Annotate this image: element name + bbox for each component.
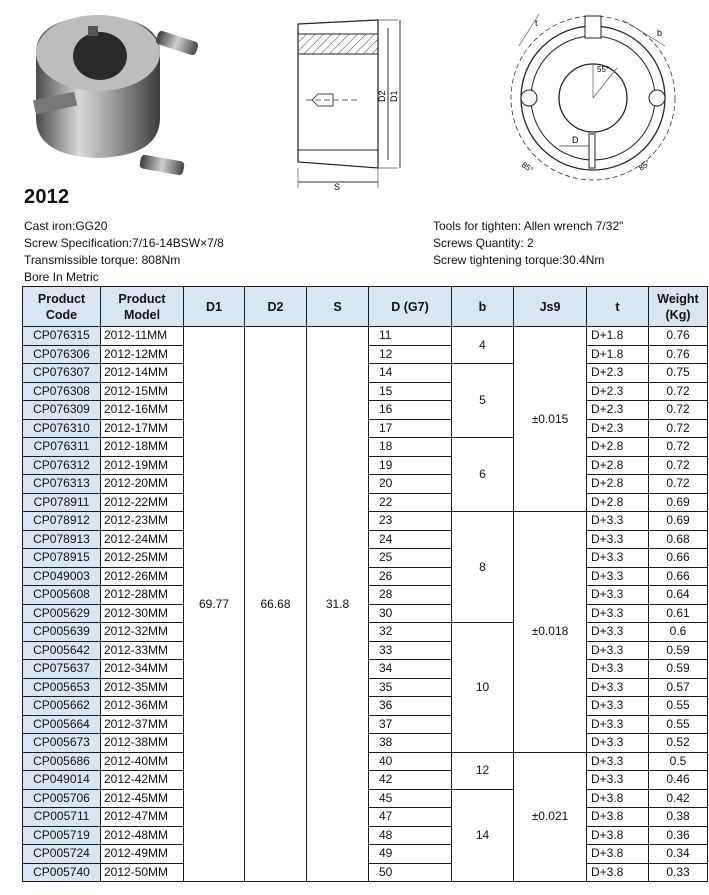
cell-product-model: 2012-26MM [101, 567, 184, 586]
cell-product-model: 2012-14MM [101, 364, 184, 383]
spec-screw-qty: Screws Quantity: 2 [433, 236, 534, 250]
cell-bore-d: 49 [369, 845, 452, 864]
cell-product-code: CP005639 [23, 623, 101, 642]
spec-bore: Bore In Metric [24, 270, 99, 284]
side-section-drawing [288, 10, 418, 192]
spec-list-left [24, 218, 224, 286]
cell-weight: 0.33 [649, 863, 708, 882]
cell-product-code: CP005653 [23, 678, 101, 697]
cell-product-code: CP078911 [23, 493, 101, 512]
cell-bore-d: 42 [369, 771, 452, 790]
cell-weight: 0.46 [649, 771, 708, 790]
cell-t: D+3.3 [587, 567, 649, 586]
cell-product-code: CP076315 [23, 327, 101, 346]
cell-t: D+2.8 [587, 475, 649, 494]
cell-product-code: CP005608 [23, 586, 101, 605]
cell-product-code: CP005686 [23, 752, 101, 771]
cell-product-model: 2012-37MM [101, 715, 184, 734]
cell-t: D+3.3 [587, 771, 649, 790]
spec-list-right [433, 218, 623, 269]
cell-product-code: CP078913 [23, 530, 101, 549]
cell-weight: 0.68 [649, 530, 708, 549]
cell-t: D+3.3 [587, 715, 649, 734]
cell-weight: 0.59 [649, 660, 708, 679]
cell-product-model: 2012-50MM [101, 863, 184, 882]
cell-bore-d: 40 [369, 752, 452, 771]
cell-product-model: 2012-12MM [101, 345, 184, 364]
cell-bore-d: 32 [369, 623, 452, 642]
front-view-drawing [505, 6, 680, 184]
table-row [23, 327, 708, 346]
cell-product-model: 2012-17MM [101, 419, 184, 438]
cell-product-code: CP076310 [23, 419, 101, 438]
cell-weight: 0.72 [649, 438, 708, 457]
header-model: Product Model [101, 287, 184, 327]
bushing-photo [18, 8, 228, 186]
cell-product-code: CP078912 [23, 512, 101, 531]
cell-b: 8 [452, 512, 514, 623]
cell-js9: ±0.015 [514, 327, 587, 512]
cell-t: D+2.8 [587, 438, 649, 457]
cell-bore-d: 18 [369, 438, 452, 457]
label-angle-85-right: 85° [636, 158, 653, 173]
label-s: S [334, 182, 341, 192]
cell-product-code: CP076306 [23, 345, 101, 364]
cell-product-model: 2012-33MM [101, 641, 184, 660]
cell-product-model: 2012-18MM [101, 438, 184, 457]
cell-bore-d: 16 [369, 401, 452, 420]
cell-t: D+3.3 [587, 512, 649, 531]
cell-bore-d: 11 [369, 327, 452, 346]
cell-bore-d: 38 [369, 734, 452, 753]
header-weight: Weight (Kg) [649, 287, 708, 327]
label-d1: D1 [389, 90, 399, 102]
cell-product-code: CP076312 [23, 456, 101, 475]
cell-weight: 0.72 [649, 419, 708, 438]
cell-product-code: CP005740 [23, 863, 101, 882]
cell-t: D+3.8 [587, 789, 649, 808]
cell-d2: 66.68 [245, 327, 307, 882]
cell-bore-d: 47 [369, 808, 452, 827]
cell-b: 5 [452, 364, 514, 438]
cell-t: D+2.3 [587, 401, 649, 420]
cell-bore-d: 19 [369, 456, 452, 475]
cell-bore-d: 37 [369, 715, 452, 734]
cell-product-model: 2012-19MM [101, 456, 184, 475]
label-angle-85-left: 85° [519, 160, 535, 175]
cell-js9: ±0.018 [514, 512, 587, 753]
cell-t: D+2.3 [587, 364, 649, 383]
cell-product-model: 2012-28MM [101, 586, 184, 605]
cell-product-model: 2012-15MM [101, 382, 184, 401]
label-angle-55: 55° [597, 65, 610, 74]
cell-t: D+1.8 [587, 327, 649, 346]
cell-product-code: CP076309 [23, 401, 101, 420]
label-t: t [535, 18, 538, 28]
cell-bore-d: 20 [369, 475, 452, 494]
header-dg7: D (G7) [369, 287, 452, 327]
cell-bore-d: 26 [369, 567, 452, 586]
cell-js9: ±0.021 [514, 752, 587, 882]
cell-product-model: 2012-38MM [101, 734, 184, 753]
cell-t: D+2.3 [587, 419, 649, 438]
cell-product-code: CP005642 [23, 641, 101, 660]
header-code: Product Code [23, 287, 101, 327]
cell-product-model: 2012-36MM [101, 697, 184, 716]
cell-bore-d: 30 [369, 604, 452, 623]
cell-t: D+3.3 [587, 530, 649, 549]
cell-s: 31.8 [307, 327, 369, 882]
cell-weight: 0.61 [649, 604, 708, 623]
cell-product-model: 2012-45MM [101, 789, 184, 808]
cell-product-code: CP076307 [23, 364, 101, 383]
cell-b: 4 [452, 327, 514, 364]
cell-t: D+3.3 [587, 586, 649, 605]
cell-product-code: CP049003 [23, 567, 101, 586]
header-b: b [452, 287, 514, 327]
cell-t: D+2.8 [587, 493, 649, 512]
cell-weight: 0.59 [649, 641, 708, 660]
cell-product-code: CP076313 [23, 475, 101, 494]
cell-weight: 0.38 [649, 808, 708, 827]
table-body [23, 327, 708, 882]
cell-weight: 0.72 [649, 382, 708, 401]
cell-t: D+3.8 [587, 826, 649, 845]
cell-weight: 0.52 [649, 734, 708, 753]
cell-weight: 0.66 [649, 567, 708, 586]
cell-t: D+3.8 [587, 808, 649, 827]
cell-bore-d: 25 [369, 549, 452, 568]
header-js9: Js9 [514, 287, 587, 327]
cell-product-model: 2012-20MM [101, 475, 184, 494]
cell-bore-d: 35 [369, 678, 452, 697]
cell-weight: 0.55 [649, 697, 708, 716]
cell-weight: 0.72 [649, 401, 708, 420]
spec-screw: Screw Specification:7/16-14BSW×7/8 [24, 236, 224, 250]
cell-t: D+3.3 [587, 734, 649, 753]
cell-weight: 0.76 [649, 345, 708, 364]
cell-weight: 0.76 [649, 327, 708, 346]
cell-bore-d: 12 [369, 345, 452, 364]
cell-t: D+1.8 [587, 345, 649, 364]
cell-product-code: CP076308 [23, 382, 101, 401]
cell-t: D+2.3 [587, 382, 649, 401]
cell-product-model: 2012-32MM [101, 623, 184, 642]
header-s: S [307, 287, 369, 327]
cell-product-model: 2012-25MM [101, 549, 184, 568]
cell-b: 10 [452, 623, 514, 753]
cell-bore-d: 28 [369, 586, 452, 605]
cell-weight: 0.42 [649, 789, 708, 808]
cell-bore-d: 45 [369, 789, 452, 808]
header-d2: D2 [245, 287, 307, 327]
cell-product-model: 2012-34MM [101, 660, 184, 679]
cell-product-model: 2012-30MM [101, 604, 184, 623]
cell-weight: 0.69 [649, 512, 708, 531]
cell-t: D+3.3 [587, 549, 649, 568]
cell-weight: 0.34 [649, 845, 708, 864]
label-d: D [572, 135, 579, 145]
cell-weight: 0.36 [649, 826, 708, 845]
cell-bore-d: 22 [369, 493, 452, 512]
cell-product-model: 2012-23MM [101, 512, 184, 531]
product-table [22, 286, 708, 882]
cell-bore-d: 15 [369, 382, 452, 401]
cell-t: D+3.8 [587, 845, 649, 864]
cell-product-model: 2012-35MM [101, 678, 184, 697]
cell-product-model: 2012-22MM [101, 493, 184, 512]
cell-product-model: 2012-42MM [101, 771, 184, 790]
cell-bore-d: 50 [369, 863, 452, 882]
cell-product-model: 2012-47MM [101, 808, 184, 827]
cell-product-model: 2012-40MM [101, 752, 184, 771]
header-t: t [587, 287, 649, 327]
cell-weight: 0.69 [649, 493, 708, 512]
spec-tightening-torque: Screw tightening torque:30.4Nm [433, 253, 605, 267]
cell-t: D+3.8 [587, 863, 649, 882]
cell-product-model: 2012-16MM [101, 401, 184, 420]
cell-weight: 0.66 [649, 549, 708, 568]
cell-weight: 0.72 [649, 475, 708, 494]
cell-d1: 69.77 [184, 327, 245, 882]
cell-bore-d: 48 [369, 826, 452, 845]
cell-bore-d: 34 [369, 660, 452, 679]
cell-product-model: 2012-11MM [101, 327, 184, 346]
cell-product-code: CP078915 [23, 549, 101, 568]
cell-product-code: CP005706 [23, 789, 101, 808]
cell-product-code: CP005724 [23, 845, 101, 864]
label-b: b [657, 28, 663, 38]
cell-product-code: CP005662 [23, 697, 101, 716]
cell-weight: 0.55 [649, 715, 708, 734]
cell-b: 12 [452, 752, 514, 789]
spec-material: Cast iron:GG20 [24, 219, 108, 233]
cell-product-model: 2012-24MM [101, 530, 184, 549]
cell-product-code: CP005664 [23, 715, 101, 734]
cell-t: D+3.3 [587, 623, 649, 642]
cell-bore-d: 23 [369, 512, 452, 531]
cell-bore-d: 14 [369, 364, 452, 383]
cell-t: D+3.3 [587, 660, 649, 679]
cell-product-model: 2012-49MM [101, 845, 184, 864]
header-d1: D1 [184, 287, 245, 327]
cell-t: D+3.3 [587, 678, 649, 697]
cell-weight: 0.6 [649, 623, 708, 642]
cell-weight: 0.75 [649, 364, 708, 383]
cell-b: 14 [452, 789, 514, 882]
cell-weight: 0.57 [649, 678, 708, 697]
cell-product-code: CP005629 [23, 604, 101, 623]
cell-t: D+3.3 [587, 641, 649, 660]
spec-tools: Tools for tighten: Allen wrench 7/32" [433, 219, 624, 233]
cell-t: D+3.3 [587, 752, 649, 771]
cell-product-code: CP005719 [23, 826, 101, 845]
cell-weight: 0.72 [649, 456, 708, 475]
cell-t: D+3.3 [587, 697, 649, 716]
cell-product-code: CP049014 [23, 771, 101, 790]
cell-product-code: CP005673 [23, 734, 101, 753]
cell-product-code: CP075637 [23, 660, 101, 679]
cell-weight: 0.64 [649, 586, 708, 605]
cell-bore-d: 33 [369, 641, 452, 660]
cell-b: 6 [452, 438, 514, 512]
spec-torque: Transmissible torque: 808Nm [24, 253, 181, 267]
cell-product-model: 2012-48MM [101, 826, 184, 845]
cell-product-code: CP005711 [23, 808, 101, 827]
cell-bore-d: 17 [369, 419, 452, 438]
cell-product-code: CP076311 [23, 438, 101, 457]
cell-t: D+3.3 [587, 604, 649, 623]
label-d2: D2 [377, 90, 387, 102]
table-header [23, 287, 708, 327]
cell-bore-d: 24 [369, 530, 452, 549]
cell-weight: 0.5 [649, 752, 708, 771]
cell-t: D+2.8 [587, 456, 649, 475]
cell-bore-d: 36 [369, 697, 452, 716]
page-title: 2012 [24, 186, 70, 208]
